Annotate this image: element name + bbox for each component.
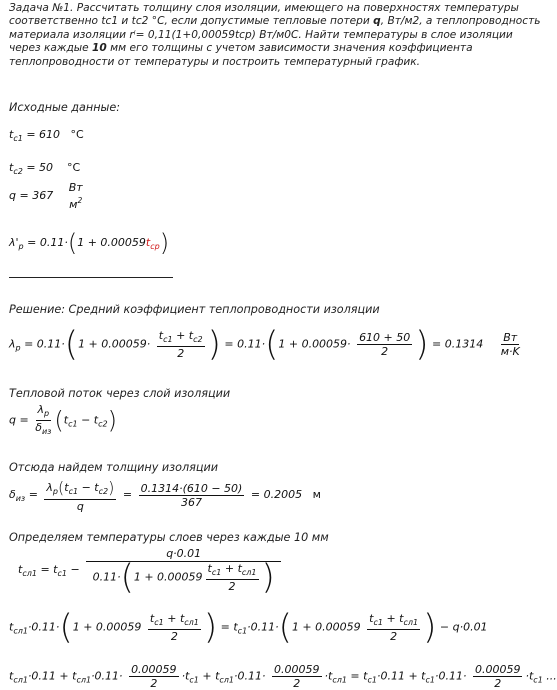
- temps-heading: Определяем температуры слоев через каждые 10 мм: [9, 531, 329, 544]
- thickness-heading: Отсюда найдем толщину изоляции: [9, 461, 219, 474]
- flux-equation: q = $\frac{\lambda_p}{\delta_{из}}$ $(t_{c1} - t_{c2})$: [9, 403, 117, 436]
- layer-temp-expanded: $t_{сл1}\cdot 0.11 + t_{сл1}\cdot 0.11\cdot$ $\frac{0.00059}{2}$ $\cdot t_{c1} + t_{сл1}\cdot 0.11\cdot$ $\frac{0.00059}{2}$ $\cdot t_{сл1} = t_{c1}\cdot 0.11 + t_{c1}\cdot 0.11\cdot$ $\frac{0.00059}{2}$ $\cdot t_{c1}$ ...: [9, 663, 557, 690]
- divider-line: [9, 277, 173, 278]
- given-heading: Исходные данные:: [9, 101, 121, 114]
- task-text-b: , Вт/м2, а теплопроводность материала изоляции rⁱ= 0,11(1+0,00059tср) Вт/м0С. Найти температуры в слое изоляции через каждые: [9, 15, 541, 55]
- task-number: Задача №1.: [9, 2, 74, 14]
- layer-temp-rearranged: $t_{сл1}\cdot 0.11\cdot(1 + 0.00059$ $\frac{t_{c1} + t_{сл1}}{2}$ ) = $t_{c1}\cdot 0.11\cdot(1 + 0.00059$ $\frac{t_{c1} + t_{сл1}}{2}$ ) − q·0.01: [9, 607, 488, 648]
- solution-heading: Решение: Средний коэффициент теплопроводности изоляции: [9, 303, 380, 316]
- task-text-c: мм его толщины с учетом зависимости значения коэффициента теплопроводности от температуры и построить температурный график.: [9, 42, 473, 68]
- task-ten: 10: [92, 42, 107, 55]
- task-text-a: Рассчитать толщину слоя изоляции, имеющего на поверхностях температуры соответственно tc1 и tc2 °C, если допустимые тепловые потери: [9, 2, 519, 28]
- lambda-equation: $\lambda_p = 0.11\cdot(1 + 0.00059\cdot$ $\frac{t_{c1} + t_{c2}}{2}$ ) = 0.11·(1 + 0.00059· $\frac{610 + 50}{2}$ ) = 0.1314 $\frac{Вт}{м\cdot K}$: [9, 324, 520, 365]
- given-tc2: $t_{c2} = 50$ °C: [9, 161, 81, 176]
- given-lambda: $\lambda'_p = 0.11\cdot(1 + 0.00059t_{cp})$: [9, 229, 170, 257]
- task-statement: [9, 2, 545, 69]
- given-tc1: $t_{c1} = 610$ °C: [9, 128, 84, 143]
- layer-temp-equation: $t_{сл1} = t_{c1}$ − q·0.01 0.11·(1 + 0.00059 $\frac{t_{c1} + t_{сл1}}{2}$ ): [18, 548, 284, 592]
- flux-heading: Тепловой поток через слой изоляции: [9, 387, 231, 400]
- task-q: q: [373, 15, 381, 28]
- thickness-equation: $\delta_{из}$ = $\frac{\lambda_p(t_{c1} - t_{c2})}{q}$ = $\frac{0.1314\cdot(610 - 50)}{367}$ = 0.2005 м: [9, 478, 321, 513]
- given-q: q = 367 Вт $м^2$: [9, 181, 83, 211]
